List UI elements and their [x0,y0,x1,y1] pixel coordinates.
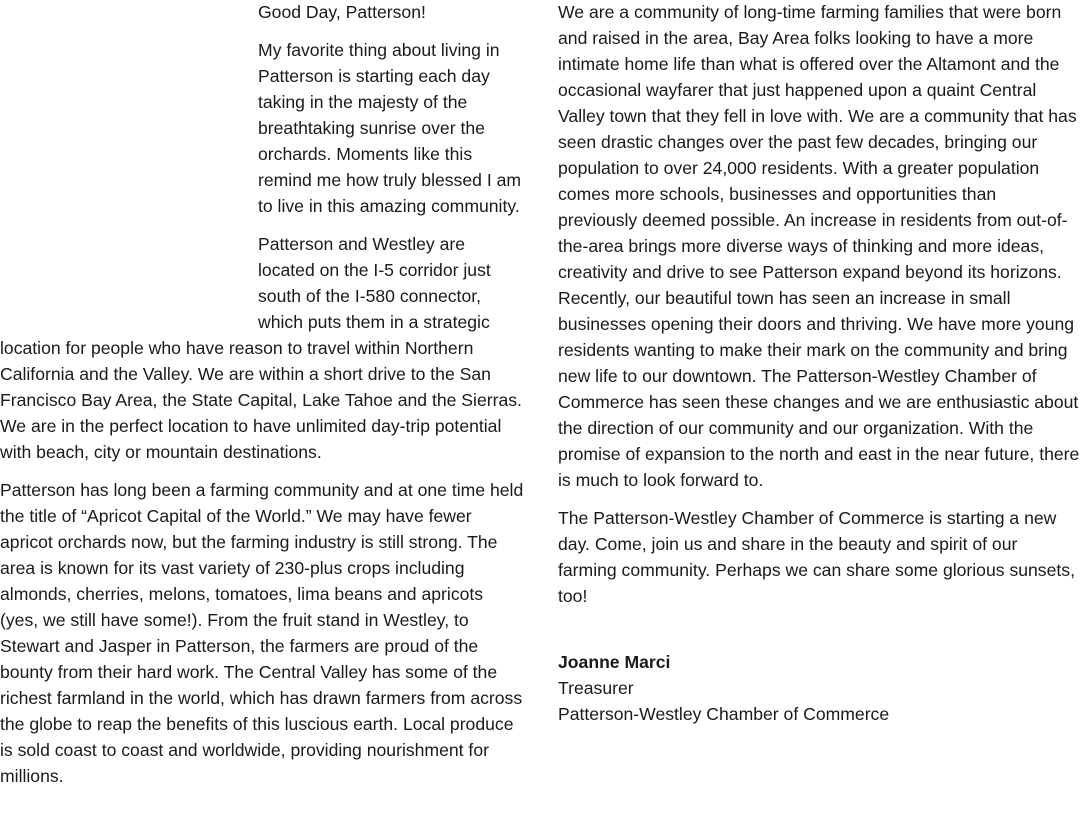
signature-name: Joanne Marci [558,652,671,672]
signature-title: Treasurer [558,678,634,698]
signature-organization: Patterson-Westley Chamber of Commerce [558,704,890,724]
left-column [0,0,525,801]
paragraph-community: We are a community of long-time farming families that were born and raised in the area, Bay Area folks looking to have a more intimate home life than what is offered over the Altamont and the occasional wayfarer that just happened upon a quaint Central Valley town that they fell in love with. We are a community that has seen drastic changes over the past few decades, bringing our population to over 24,000 residents. With a greater population comes more schools, businesses and opportunities than previously deemed possible. An increase in residents from out-of-the-area brings more diverse ways of thinking and more ideas, creativity and drive to see Patterson expand beyond its horizons. Recently, our beautiful town has seen an increase in small businesses opening their doors and thriving. We have more young residents wanting to make their mark on the community and bring new life to our downtown. The Patterson-Westley Chamber of Commerce has seen these changes and we are enthusiastic about the direction of our community and our organization. With the promise of expansion to the north and east in the near future, there is much to look forward to. [558,2,1080,490]
paragraph-new-day: The Patterson-Westley Chamber of Commerce is starting a new day. Come, join us and share in the beauty and spirit of our farming community. Perhaps we can share some glorious sunsets, too! [558,508,1075,606]
paragraph-location: Patterson and Westley are located on the I-5 corridor just south of the I-580 connector, which puts them in a strategic location for people who have reason to travel within Northern California and the Valley. We are within a short drive to the San Francisco Bay Area, the State Capital, Lake Tahoe and the Sierras. We are in the perfect location to have unlimited day-trip potential with beach, city or mountain destinations. [0,234,522,462]
photo-space [0,0,258,311]
signature-block [558,649,1080,727]
paragraph-favorite-thing: My favorite thing about living in Patterson is starting each day taking in the majesty of the breathtaking sunrise over the orchards. Moments like this remind me how truly blessed I am to live in this amazing community. [258,40,522,216]
greeting: Good Day, Patterson! [258,2,426,22]
right-column [558,0,1080,727]
paragraph-farming: Patterson has long been a farming community and at one time held the title of “Apricot Capital of the World.” We may have fewer apricot orchards now, but the farming industry is still strong. The area is known for its vast variety of 230-plus crops including almonds, cherries, melons, tomatoes, lima beans and apricots (yes, we still have some!). From the fruit stand in Westley, to Stewart and Jasper in Patterson, the farmers are proud of the bounty from their hard work. The Central Valley has some of the richest farmland in the world, which has drawn farmers from across the globe to reap the benefits of this luscious earth. Local produce is sold coast to coast and worldwide, providing nourishment for millions. [0,480,524,786]
